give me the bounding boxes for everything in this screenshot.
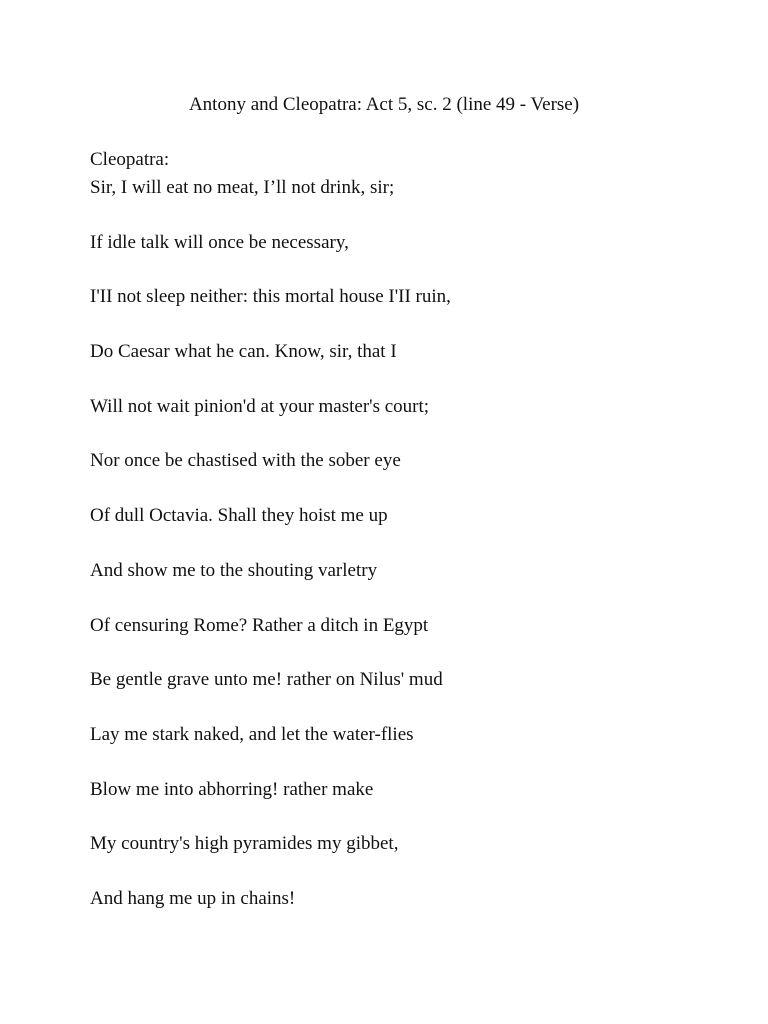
verse-line: And show me to the shouting varletry [90,559,378,581]
verse-line: Lay me stark naked, and let the water-flies [90,723,414,745]
verse-line: I'II not sleep neither: this mortal house I'II ruin, [90,286,451,308]
verse-line: Sir, I will eat no meat, I’ll not drink, sir; [90,177,395,198]
verse-line: Be gentle grave unto me! rather on Nilus' mud [90,669,443,691]
verse-line: And hang me up in chains! [90,887,296,909]
verse-line: Of dull Octavia. Shall they hoist me up [90,505,388,527]
verse-line: My country's high pyramides my gibbet, [90,833,399,855]
speaker-name: Cleopatra: [90,149,170,170]
verse-line: Do Caesar what he can. Know, sir, that I [90,341,397,363]
verse-line: Of censuring Rome? Rather a ditch in Egypt [90,614,429,636]
document-title: Antony and Cleopatra: Act 5, sc. 2 (line 49 - Verse) [188,94,580,115]
verse-line: If idle talk will once be necessary, [90,231,349,253]
verse-lines [90,175,451,941]
verse-line: Blow me into abhorring! rather make [90,778,374,800]
verse-line: Nor once be chastised with the sober eye [90,450,401,472]
verse-line: Will not wait pinion'd at your master's court; [90,395,430,417]
